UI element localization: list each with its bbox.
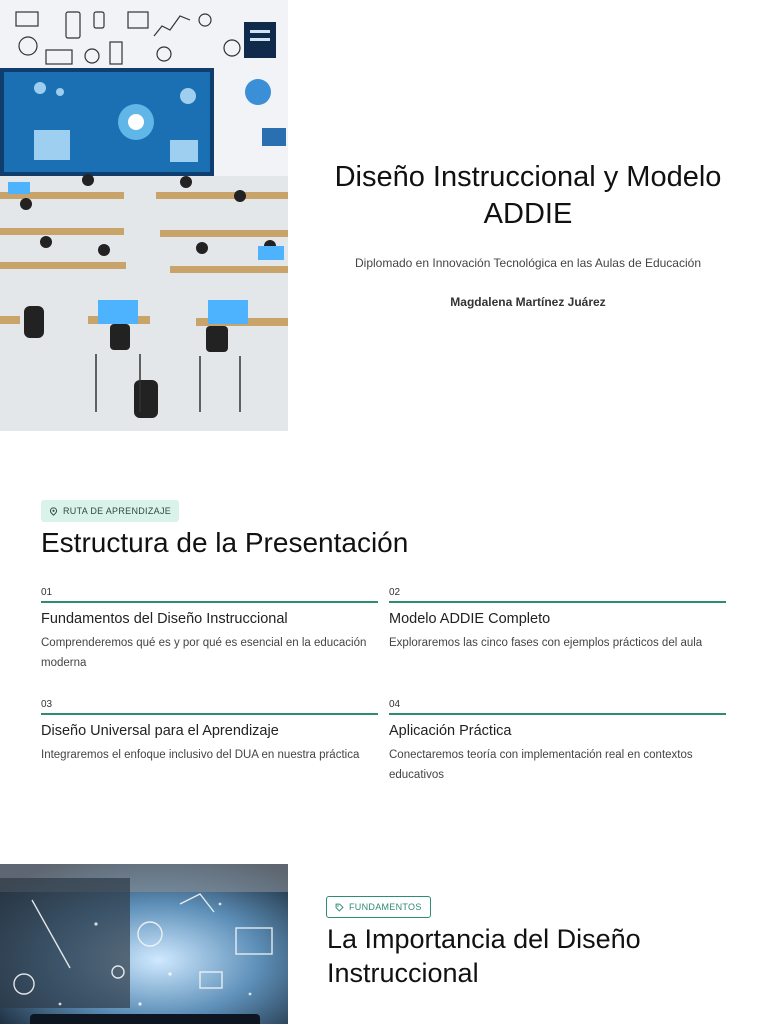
agenda-item <box>41 587 378 673</box>
tag-icon <box>335 903 344 912</box>
agenda-item-description: Integraremos el enfoque inclusivo del DUA en nuestra práctica <box>41 749 360 761</box>
agenda-item-title: Aplicación Práctica <box>389 723 512 739</box>
section-badge-label: FUNDAMENTOS <box>349 902 422 912</box>
fundamentals-slide <box>0 864 768 1024</box>
classroom-illustration <box>0 0 288 431</box>
agenda-item <box>41 699 378 766</box>
map-pin-icon <box>49 507 58 516</box>
agenda-item-title: Modelo ADDIE Completo <box>389 611 551 627</box>
agenda-item <box>389 587 726 654</box>
presentation-subtitle: Diplomado en Innovación Tecnológica en las Aulas de Educación <box>354 256 701 270</box>
agenda-title: Estructura de la Presentación <box>41 527 409 558</box>
fundamentals-title: La Importancia del Diseño Instruccional <box>327 924 641 988</box>
education-tools-image <box>0 864 288 1024</box>
agenda-item-number: 04 <box>389 699 401 710</box>
agenda-item-number: 01 <box>41 587 53 598</box>
agenda-slide <box>0 432 768 864</box>
agenda-item-number: 03 <box>41 699 53 710</box>
agenda-item-divider <box>389 601 726 603</box>
education-tools-illustration <box>0 864 288 1024</box>
agenda-item-description: Exploraremos las cinco fases con ejemplos prácticos del aula <box>389 637 703 649</box>
agenda-item-divider <box>389 713 726 715</box>
title-slide <box>0 0 768 432</box>
agenda-item-description: Comprenderemos qué es y por qué es esencial en la educación moderna <box>41 637 367 669</box>
agenda-item-title: Diseño Universal para el Aprendizaje <box>41 723 279 739</box>
title-block <box>288 0 768 432</box>
agenda-item-description: Conectaremos teoría con implementación real en contextos educativos <box>389 749 693 781</box>
section-badge <box>326 896 431 918</box>
agenda-item <box>389 699 726 785</box>
presentation-title: Diseño Instruccional y Modelo ADDIE <box>334 161 722 230</box>
author-name: Magdalena Martínez Juárez <box>450 295 606 309</box>
classroom-technology-image <box>0 0 288 431</box>
agenda-item-divider <box>41 713 378 715</box>
agenda-item-title: Fundamentos del Diseño Instruccional <box>41 611 288 627</box>
agenda-item-number: 02 <box>389 587 401 598</box>
section-badge <box>41 500 179 522</box>
section-badge-label: RUTA DE APRENDIZAJE <box>63 506 172 516</box>
agenda-item-divider <box>41 601 378 603</box>
